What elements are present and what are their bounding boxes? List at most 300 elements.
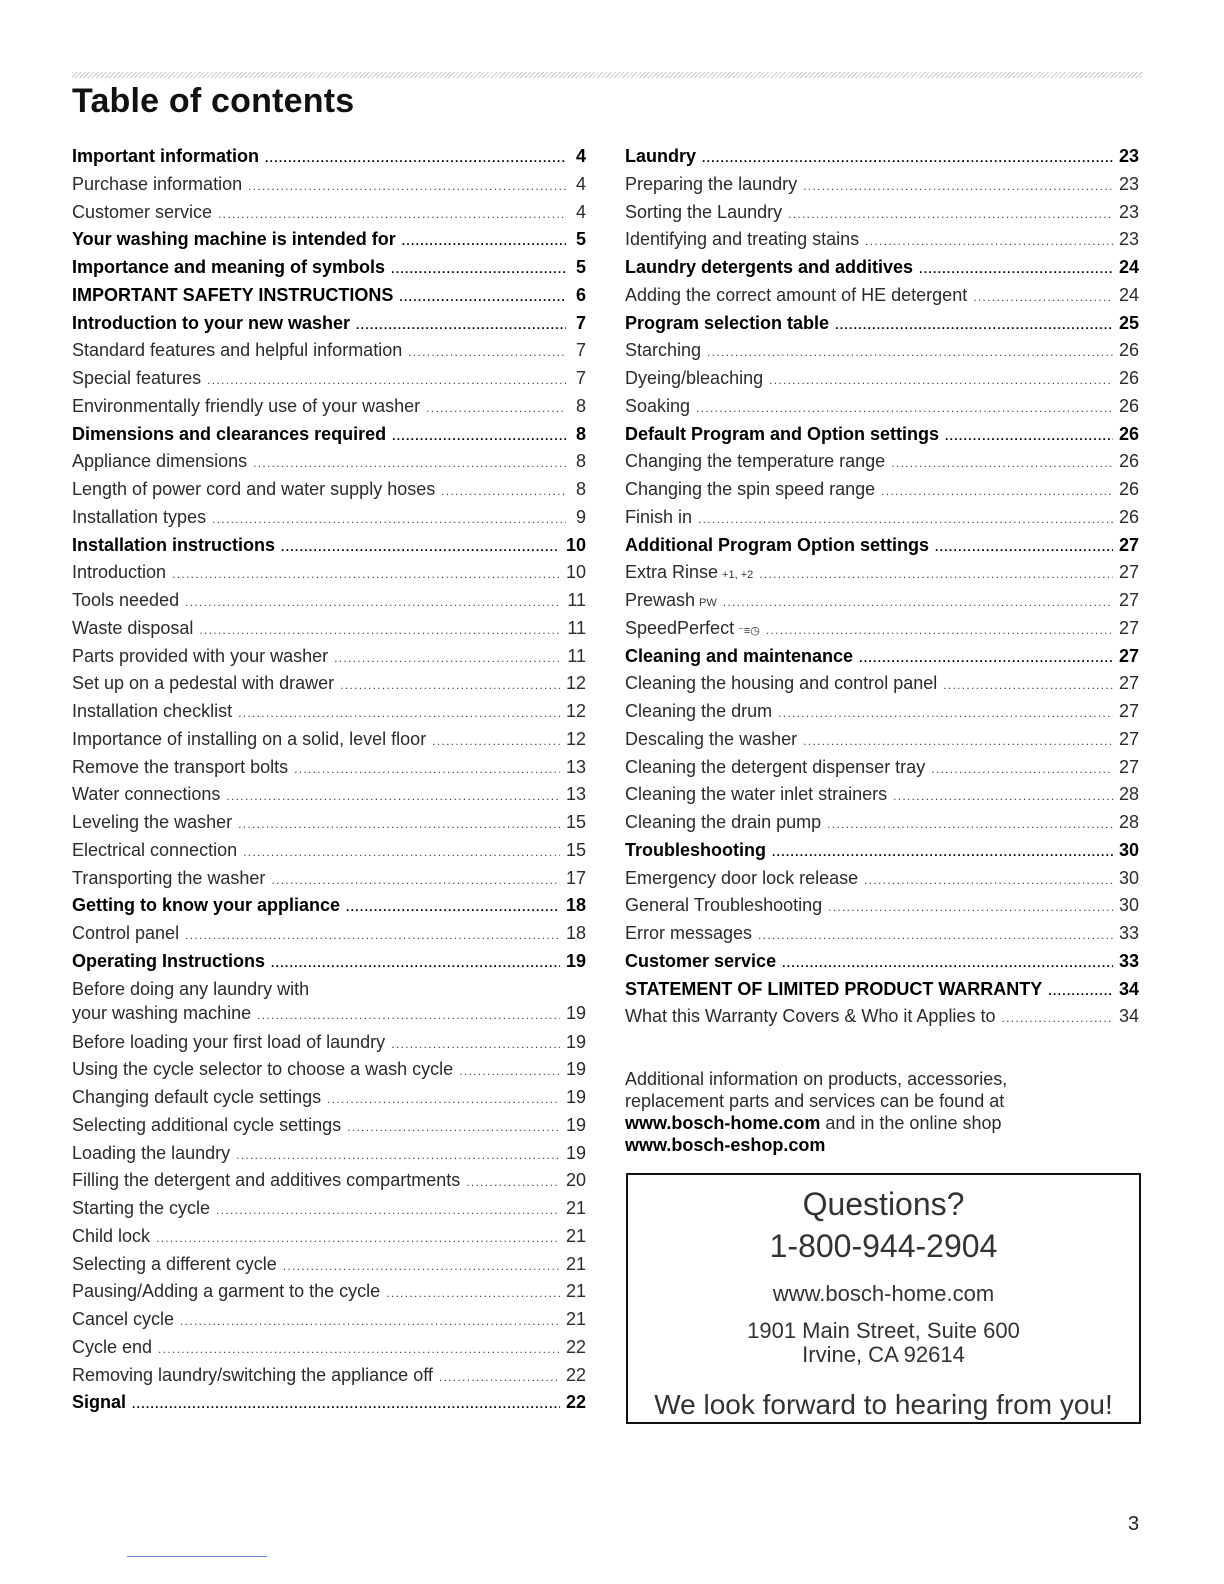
toc-entry[interactable] xyxy=(72,202,586,230)
toc-entry-title: Troubleshooting xyxy=(625,839,766,860)
toc-entry[interactable] xyxy=(72,1309,586,1337)
dot-leader xyxy=(803,734,1113,748)
toc-entry[interactable] xyxy=(72,646,586,674)
toc-entry-page: 4 xyxy=(575,146,586,166)
toc-entry-page: 19 xyxy=(565,1114,586,1135)
toc-entry-title: Default Program and Option settings xyxy=(625,423,940,444)
additional-info xyxy=(625,1068,1145,1156)
toc-entry-page: 5 xyxy=(575,257,586,277)
address-line-1: 1901 Main Street, Suite 600 xyxy=(747,1318,1020,1343)
dot-leader xyxy=(408,345,566,359)
toc-entry-page: 7 xyxy=(575,340,586,361)
dot-leader xyxy=(935,540,1113,554)
toc-entry[interactable] xyxy=(72,1226,586,1254)
toc-entry-page: 8 xyxy=(575,423,586,444)
toc-entry-page: 28 xyxy=(1118,784,1139,805)
toc-entry-page: 7 xyxy=(575,368,586,388)
toc-entry-symbol: PW xyxy=(699,597,717,609)
toc-entry[interactable] xyxy=(72,146,586,174)
toc-entry[interactable] xyxy=(72,590,586,618)
dot-leader xyxy=(891,456,1113,470)
toc-entry[interactable] xyxy=(625,368,1139,396)
toc-entry-title: Sorting the Laundry xyxy=(625,201,783,222)
toc-entry-title: Additional Program Option settings xyxy=(625,534,930,555)
toc-entry[interactable] xyxy=(72,507,586,535)
toc-entry[interactable] xyxy=(72,368,586,396)
toc-entry-page: 26 xyxy=(1118,451,1139,472)
toc-entry[interactable] xyxy=(72,535,586,563)
dot-leader xyxy=(265,151,566,165)
dot-leader xyxy=(769,373,1113,387)
toc-entry-page: 20 xyxy=(565,1170,586,1191)
toc-entry-page: 26 xyxy=(1118,395,1139,416)
toc-entry-title: Special features xyxy=(72,368,202,388)
toc-entry-page: 13 xyxy=(565,784,586,805)
toc-entry-page: 5 xyxy=(575,229,586,250)
toc-entry-page: 33 xyxy=(1118,950,1139,971)
toc-entry-page: 27 xyxy=(1118,728,1139,749)
toc-entry-page: 26 xyxy=(1118,368,1139,388)
dot-leader xyxy=(185,595,561,609)
toc-entry-page: 10 xyxy=(565,534,586,555)
toc-entry[interactable] xyxy=(72,895,586,923)
toc-entry-title: Electrical connection xyxy=(72,839,238,860)
toc-entry-title: Soaking xyxy=(625,395,691,416)
toc-entry-page: 30 xyxy=(1118,895,1139,916)
toc-entry-title: Finish in xyxy=(625,506,693,527)
toc-entry-page: 24 xyxy=(1118,284,1139,305)
toc-entry-title: Preparing the laundry xyxy=(625,173,798,194)
page-number: 3 xyxy=(1128,1513,1140,1535)
toc-entry[interactable] xyxy=(72,923,586,951)
dot-leader xyxy=(346,900,560,914)
toc-entry[interactable] xyxy=(72,1254,586,1282)
toc-entry[interactable] xyxy=(625,646,1139,674)
dot-leader xyxy=(698,512,1113,526)
toc-entry[interactable] xyxy=(72,313,586,341)
dot-leader xyxy=(226,789,560,803)
toc-entry-title: Changing the temperature range xyxy=(625,451,886,472)
toc-entry-title: SpeedPerfect xyxy=(625,617,735,638)
toc-entry-title: Customer service xyxy=(625,950,777,971)
toc-entry-page: 11 xyxy=(567,617,586,638)
dot-leader xyxy=(772,845,1113,859)
toc-entry[interactable] xyxy=(72,812,586,840)
toc-entry-title: Your washing machine is intended for xyxy=(72,229,396,250)
dot-leader xyxy=(172,567,560,581)
toc-entry-title: Cleaning the detergent dispenser tray xyxy=(625,756,926,777)
dot-leader xyxy=(758,928,1113,942)
toc-entry-symbol: ⁻≡◷ xyxy=(738,624,760,637)
toc-entry[interactable] xyxy=(72,562,586,590)
dot-leader xyxy=(392,429,566,443)
toc-entry[interactable] xyxy=(625,701,1139,729)
toc-entry[interactable] xyxy=(72,229,586,257)
toc-entry-page: 15 xyxy=(565,812,586,832)
toc-entry[interactable] xyxy=(625,507,1139,535)
toc-entry[interactable] xyxy=(625,479,1139,507)
toc-entry-title: Using the cycle selector to choose a wash cycle xyxy=(72,1059,454,1080)
toc-entry[interactable] xyxy=(72,396,586,424)
toc-entry-page: 34 xyxy=(1118,978,1139,999)
toc-entry[interactable] xyxy=(625,951,1139,979)
dot-leader xyxy=(236,1148,560,1162)
toc-entry[interactable] xyxy=(625,451,1139,479)
dot-leader xyxy=(356,318,566,332)
dot-leader xyxy=(696,401,1113,415)
dot-leader xyxy=(399,290,566,304)
toc-entry-title: Parts provided with your washer xyxy=(72,645,329,666)
toc-entry-page: 30 xyxy=(1118,839,1139,860)
toc-entry-page: 21 xyxy=(565,1281,586,1302)
toc-entry[interactable] xyxy=(625,1006,1139,1034)
toc-entry-page: 19 xyxy=(565,1087,586,1107)
toc-entry-page: 23 xyxy=(1118,229,1139,250)
toc-entry-page: 26 xyxy=(1118,479,1139,499)
dot-leader xyxy=(158,1342,560,1356)
toc-entry-title: Error messages xyxy=(625,923,753,943)
toc-entry[interactable] xyxy=(72,479,586,507)
toc-entry[interactable] xyxy=(72,784,586,812)
toc-entry-title: Program selection table xyxy=(625,312,830,333)
toc-entry-page: 8 xyxy=(575,395,586,416)
website-text: www.bosch-home.com xyxy=(772,1281,995,1306)
toc-entry-page: 19 xyxy=(565,1002,586,1023)
toc-entry-title: Child lock xyxy=(72,1225,151,1246)
dot-leader xyxy=(243,845,560,859)
dot-leader xyxy=(248,179,566,193)
toc-entry[interactable] xyxy=(72,701,586,729)
toc-entry-title: Remove the transport bolts xyxy=(72,756,289,777)
toc-entry[interactable] xyxy=(72,1337,586,1365)
toc-entry-title: Changing default cycle settings xyxy=(72,1087,322,1107)
toc-entry-page: 21 xyxy=(565,1225,586,1246)
toc-entry-page: 6 xyxy=(575,284,586,305)
toc-entry[interactable] xyxy=(625,396,1139,424)
toc-entry-page: 19 xyxy=(565,1059,586,1080)
toc-entry[interactable] xyxy=(625,590,1139,618)
toc-entry[interactable] xyxy=(72,1143,586,1171)
toc-entry[interactable] xyxy=(625,229,1139,257)
toc-entry[interactable] xyxy=(72,174,586,202)
toc-entry-page: 12 xyxy=(565,673,586,694)
toc-entry-title: Changing the spin speed range xyxy=(625,479,876,499)
dot-leader xyxy=(1001,1011,1113,1025)
toc-entry[interactable] xyxy=(625,923,1139,951)
dot-leader xyxy=(212,512,566,526)
toc-entry-page: 28 xyxy=(1118,812,1139,832)
toc-entry-page: 26 xyxy=(1118,340,1139,361)
dot-leader xyxy=(439,1370,560,1384)
dot-leader xyxy=(391,262,566,276)
toc-entry-page: 11 xyxy=(567,645,586,666)
dot-leader xyxy=(945,429,1113,443)
dot-leader xyxy=(931,762,1113,776)
dot-leader xyxy=(271,956,560,970)
dot-leader xyxy=(864,873,1113,887)
questions-box xyxy=(626,1173,1141,1424)
dot-leader xyxy=(859,651,1113,665)
toc-entry[interactable] xyxy=(625,535,1139,563)
toc-entry-title: Getting to know your appliance xyxy=(72,895,341,916)
toc-entry-page: 8 xyxy=(575,451,586,472)
toc-entry-title: Loading the laundry xyxy=(72,1142,231,1163)
toc-entry[interactable] xyxy=(625,784,1139,812)
toc-entry-title: Adding the correct amount of HE detergent xyxy=(625,284,968,305)
toc-entry-page: 34 xyxy=(1118,1006,1139,1027)
toc-entry-title: Cancel cycle xyxy=(72,1309,175,1329)
toc-entry[interactable] xyxy=(625,285,1139,313)
toc-entry-title: General Troubleshooting xyxy=(625,895,823,916)
toc-entry-title: Starching xyxy=(625,340,702,361)
toc-entry[interactable] xyxy=(625,757,1139,785)
bosch-home-link[interactable]: www.bosch-home.com xyxy=(625,1113,821,1133)
dot-leader xyxy=(180,1314,560,1328)
dot-leader xyxy=(865,234,1113,248)
toc-entry-page: 12 xyxy=(565,701,586,721)
toc-entry-page: 27 xyxy=(1118,673,1139,694)
toc-entry[interactable] xyxy=(625,979,1139,1007)
toc-entry-title: Laundry xyxy=(625,146,697,166)
dot-leader xyxy=(893,789,1113,803)
toc-right-column xyxy=(625,146,1139,1034)
dot-leader xyxy=(281,540,560,554)
toc-entry-page: 27 xyxy=(1118,645,1139,666)
dot-leader xyxy=(334,651,561,665)
toc-entry[interactable] xyxy=(625,202,1139,230)
toc-entry-title: Before loading your first load of laundry xyxy=(72,1031,386,1052)
dot-leader xyxy=(828,900,1113,914)
dot-leader xyxy=(402,234,566,248)
dot-leader xyxy=(723,595,1113,609)
dot-leader xyxy=(340,678,560,692)
toc-entry-page: 25 xyxy=(1118,312,1139,333)
toc-entry-page: 13 xyxy=(565,756,586,777)
toc-entry-title: Cleaning the housing and control panel xyxy=(625,673,938,694)
dot-leader xyxy=(218,207,566,221)
toc-entry-title: Installation instructions xyxy=(72,534,276,555)
dot-leader xyxy=(1048,984,1113,998)
toc-entry-title: IMPORTANT SAFETY INSTRUCTIONS xyxy=(72,284,394,305)
toc-entry-title: Purchase information xyxy=(72,173,243,194)
toc-entry[interactable] xyxy=(625,812,1139,840)
toc-entry-title: Importance of installing on a solid, level floor xyxy=(72,728,427,749)
info-line-2: replacement parts and services can be found at xyxy=(625,1091,1005,1111)
toc-entry[interactable] xyxy=(72,951,586,979)
toc-entry-title: Selecting a different cycle xyxy=(72,1253,277,1274)
toc-entry[interactable] xyxy=(72,424,586,452)
toc-entry[interactable] xyxy=(72,257,586,285)
dot-leader xyxy=(759,567,1113,581)
toc-entry-page: 22 xyxy=(565,1364,586,1385)
toc-entry-title: Emergency door lock release xyxy=(625,867,859,888)
toc-entry-title: Environmentally friendly use of your washer xyxy=(72,395,421,416)
info-mid-text: and in the online shop xyxy=(820,1113,1002,1133)
toc-entry-title: Identifying and treating stains xyxy=(625,229,860,250)
toc-entry-title: Cleaning the drain pump xyxy=(625,812,822,832)
toc-entry-title: Important information xyxy=(72,146,259,166)
dot-leader xyxy=(835,318,1113,332)
toc-entry-page: 15 xyxy=(565,839,586,860)
toc-entry-title: Extra Rinse xyxy=(625,562,719,583)
toc-entry[interactable] xyxy=(72,868,586,896)
dot-leader xyxy=(156,1231,560,1245)
toc-entry-page: 21 xyxy=(565,1309,586,1329)
toc-entry[interactable] xyxy=(72,757,586,785)
questions-heading: Questions? xyxy=(802,1186,965,1222)
toc-entry-title: Leveling the washer xyxy=(72,812,233,832)
toc-entry-page: 23 xyxy=(1118,173,1139,194)
dot-leader xyxy=(803,179,1113,193)
dot-leader xyxy=(766,623,1113,637)
toc-entry-title: Water connections xyxy=(72,784,221,805)
toc-entry-page: 4 xyxy=(575,201,586,222)
dot-leader xyxy=(788,207,1113,221)
dot-leader xyxy=(238,817,560,831)
toc-entry[interactable] xyxy=(625,424,1139,452)
dot-leader xyxy=(238,706,560,720)
toc-entry-symbol: +1, +2 xyxy=(722,569,754,582)
toc-entry-page: 12 xyxy=(565,728,586,749)
toc-entry[interactable] xyxy=(625,868,1139,896)
toc-entry-page: 19 xyxy=(565,950,586,971)
toc-entry[interactable] xyxy=(625,673,1139,701)
toc-entry[interactable] xyxy=(72,451,586,479)
toc-entry-title: What this Warranty Covers & Who it Applies to xyxy=(625,1006,996,1027)
toc-entry-page: 27 xyxy=(1118,756,1139,777)
toc-entry-page: 18 xyxy=(565,895,586,916)
toc-entry[interactable] xyxy=(625,840,1139,868)
dot-leader xyxy=(782,956,1113,970)
toc-entry[interactable] xyxy=(625,257,1139,285)
toc-entry[interactable] xyxy=(625,729,1139,757)
toc-entry-title: Cleaning the water inlet strainers xyxy=(625,784,888,805)
dot-leader xyxy=(881,484,1113,498)
toc-entry-page: 33 xyxy=(1118,923,1139,943)
toc-entry[interactable] xyxy=(72,1392,586,1420)
toc-entry[interactable] xyxy=(72,1059,586,1087)
info-line-1: Additional information on products, accessories, xyxy=(625,1069,1008,1089)
toc-entry-title: Pausing/Adding a garment to the cycle xyxy=(72,1281,381,1302)
toc-entry[interactable] xyxy=(625,174,1139,202)
dot-leader xyxy=(432,734,560,748)
toc-entry-title: Control panel xyxy=(72,923,180,943)
toc-entry-page: 8 xyxy=(575,479,586,499)
toc-entry-title: Length of power cord and water supply hoses xyxy=(72,479,436,499)
toc-entry[interactable] xyxy=(625,895,1139,923)
dot-leader xyxy=(257,1008,560,1022)
dot-leader xyxy=(391,1037,560,1051)
toc-entry[interactable] xyxy=(72,340,586,368)
toc-entry-page: 27 xyxy=(1118,590,1139,610)
dot-leader xyxy=(132,1397,560,1411)
toc-entry-title: Waste disposal xyxy=(72,617,194,638)
toc-entry[interactable] xyxy=(72,1087,586,1115)
toc-entry-page: 26 xyxy=(1118,423,1139,444)
toc-entry[interactable] xyxy=(72,1115,586,1143)
toc-entry-page: 7 xyxy=(575,312,586,333)
dot-leader xyxy=(207,373,566,387)
dot-leader xyxy=(943,678,1113,692)
toc-entry-line2 xyxy=(72,1003,586,1030)
toc-entry[interactable] xyxy=(72,840,586,868)
toc-entry-title: Transporting the washer xyxy=(72,867,266,888)
dot-leader xyxy=(778,706,1113,720)
toc-entry-title: Laundry detergents and additives xyxy=(625,257,914,277)
toc-entry[interactable] xyxy=(72,1032,586,1060)
dot-leader xyxy=(459,1064,560,1078)
toc-entry-title: Selecting additional cycle settings xyxy=(72,1114,342,1135)
toc-entry-page: 18 xyxy=(565,923,586,943)
toc-entry-page: 21 xyxy=(565,1198,586,1218)
toc-entry[interactable] xyxy=(72,979,586,1030)
dot-leader xyxy=(271,873,560,887)
toc-entry-page: 23 xyxy=(1118,201,1139,222)
phone-number: 1-800-944-2904 xyxy=(769,1228,998,1264)
dot-leader xyxy=(973,290,1113,304)
toc-entry[interactable] xyxy=(72,1198,586,1226)
dot-leader xyxy=(185,928,560,942)
toc-entry-title-line1: Before doing any laundry with xyxy=(72,978,310,999)
toc-entry-title: Introduction xyxy=(72,562,167,583)
toc-entry-page: 22 xyxy=(565,1392,586,1413)
toc-entry[interactable] xyxy=(625,562,1139,590)
toc-entry[interactable] xyxy=(625,340,1139,368)
toc-entry[interactable] xyxy=(625,313,1139,341)
toc-entry-title: Dimensions and clearances required xyxy=(72,423,387,444)
dot-leader xyxy=(827,817,1113,831)
dot-leader xyxy=(216,1203,560,1217)
toc-entry-title: Starting the cycle xyxy=(72,1198,211,1218)
toc-entry[interactable] xyxy=(72,1170,586,1198)
toc-entry[interactable] xyxy=(625,146,1139,174)
toc-entry-title: Standard features and helpful information xyxy=(72,340,403,361)
toc-entry-title: Prewash xyxy=(625,590,696,610)
toc-entry-page: 21 xyxy=(565,1253,586,1274)
toc-entry-title: Importance and meaning of symbols xyxy=(72,257,386,277)
dot-leader xyxy=(347,1120,560,1134)
toc-entry[interactable] xyxy=(72,1365,586,1393)
dot-leader xyxy=(466,1175,560,1189)
dot-leader xyxy=(386,1286,560,1300)
toc-entry-page: 19 xyxy=(565,1031,586,1052)
toc-entry[interactable] xyxy=(625,618,1139,646)
toc-entry[interactable] xyxy=(72,729,586,757)
toc-entry-title: Introduction to your new washer xyxy=(72,312,351,333)
toc-entry[interactable] xyxy=(72,673,586,701)
toc-entry-page: 9 xyxy=(575,506,586,527)
toc-entry-page: 27 xyxy=(1118,617,1139,638)
toc-entry-page: 17 xyxy=(565,867,586,888)
toc-entry[interactable] xyxy=(72,618,586,646)
bosch-eshop-link[interactable]: www.bosch-eshop.com xyxy=(625,1135,826,1155)
toc-entry-title: your washing machine xyxy=(72,1002,252,1023)
toc-entry[interactable] xyxy=(72,1281,586,1309)
toc-entry-title: Tools needed xyxy=(72,590,180,610)
toc-left-column xyxy=(72,146,586,1420)
bottom-rule xyxy=(127,1556,267,1557)
dot-leader xyxy=(199,623,561,637)
toc-entry[interactable] xyxy=(72,285,586,313)
toc-entry-title: Cleaning the drum xyxy=(625,701,773,721)
toc-entry-page: 26 xyxy=(1118,506,1139,527)
toc-entry-title: Cycle end xyxy=(72,1336,153,1357)
dot-leader xyxy=(707,345,1113,359)
toc-entry-title: STATEMENT OF LIMITED PRODUCT WARRANTY xyxy=(625,978,1043,999)
toc-entry-title: Set up on a pedestal with drawer xyxy=(72,673,335,694)
toc-entry-title: Dyeing/bleaching xyxy=(625,368,764,388)
dot-leader xyxy=(702,151,1113,165)
